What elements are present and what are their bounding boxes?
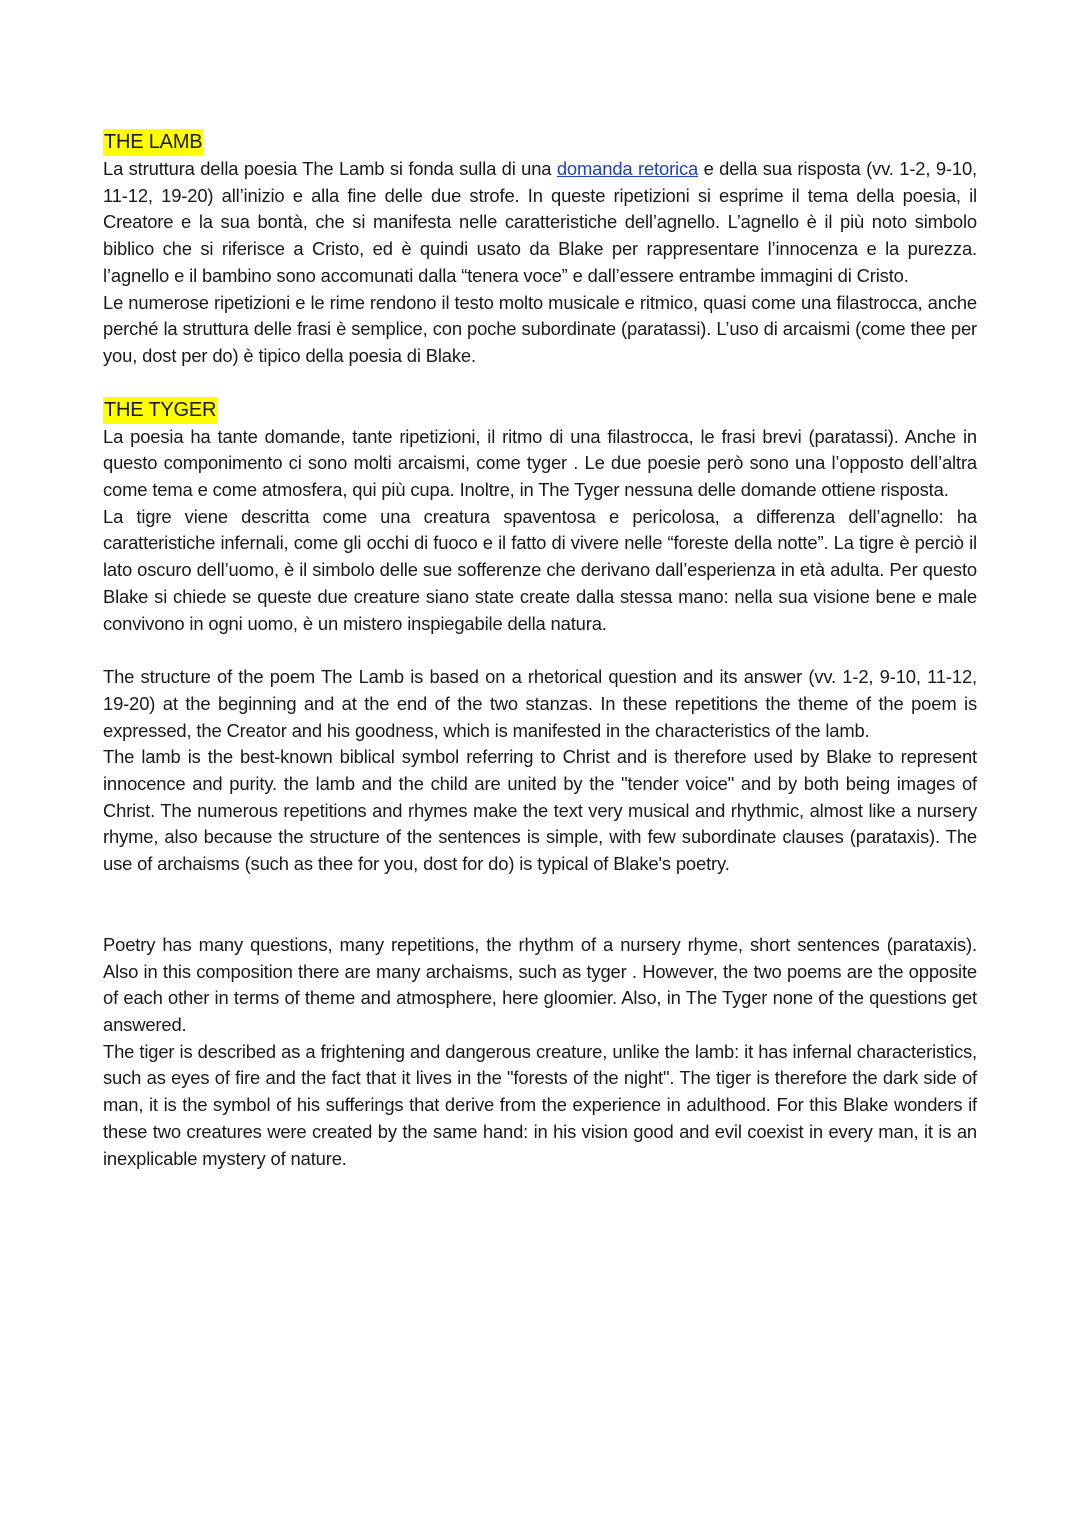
paragraph-lamb-style-it: Le numerose ripetizioni e le rime rendono il testo molto musicale e ritmico, quasi come una filastrocca, anche perché la struttura delle frasi è semplice, con poche subordinate (paratassi). L’uso di arcaismi (come thee per you, dost per do) è tipico della poesia di Blake.: [103, 291, 977, 366]
paragraph-tyger-structure-en: Poetry has many questions, many repetitions, the rhythm of a nursery rhyme, short sentences (parataxis). Also in this composition there are many archaisms, such as tyger . However, the two poems are the opposite of each other in terms of theme and atmosphere, here gloomier. Also, in The Tyger none of the questions get answered.: [103, 933, 977, 1035]
paragraph-tyger-meaning-it: La tigre viene descritta come una creatura spaventosa e pericolosa, a differenza dell’agnello: ha caratteristiche infernali, come gli occhi di fuoco e il fatto di vivere nelle “foreste della notte”. La tigre è perciò il lato oscuro dell’uomo, è il simbolo delle sue sofferenze che derivano dall’esperienza in età adulta. Per questo Blake si chiede se queste due creature siano state create dalla stessa mano: nella sua visione bene e male convivono in ogni uomo, è un mistero inspiegabile della natura.: [103, 505, 977, 634]
spacer: [103, 637, 977, 664]
section-the-tyger-italian: [103, 397, 977, 638]
paragraph-text: La struttura della poesia The Lamb si fonda sulla di una: [103, 158, 557, 179]
link-domanda-retorica[interactable]: domanda retorica: [556, 158, 699, 179]
spacer: [103, 370, 977, 397]
heading-the-tyger: THE TYGER: [103, 397, 217, 424]
paragraph-lamb-symbol-en: The lamb is the best-known biblical symbol referring to Christ and is therefore used by Blake to represent innocence and purity. the lamb and the child are united by the "tender voice" and by both being images of Christ. The numerous repetitions and rhymes make the text very musical and rhythmic, almost like a nursery rhyme, also because the structure of the sentences is simple, with few subordinate clauses (parataxis). The use of archaisms (such as thee for you, dost for do) is typical of Blake's poetry.: [103, 746, 977, 875]
paragraph-tyger-structure-it: La poesia ha tante domande, tante ripetizioni, il ritmo di una filastrocca, le frasi brevi (paratassi). Anche in questo componimento ci sono molti arcaismi, come tyger . Le due poesie però sono una l’opposto dell’altra come tema e come atmosfera, qui più cupa. Inoltre, in The Tyger nessuna delle domande ottiene risposta.: [103, 425, 977, 501]
section-the-lamb-italian: [103, 129, 977, 370]
section-the-tyger-english: [103, 932, 977, 1172]
paragraph-lamb-structure-it: [103, 156, 977, 290]
document-page: [103, 129, 977, 1172]
paragraph-tyger-meaning-en: The tiger is described as a frightening and dangerous creature, unlike the lamb: it has infernal characteristics, such as eyes of fire and the fact that it lives in the "forests of the night". The tiger is therefore the dark side of man, it is the symbol of his sufferings that derive from the experience in adulthood. For this Blake wonders if these two creatures were created by the same hand: in his vision good and evil coexist in every man, it is an inexplicable mystery of nature.: [103, 1040, 977, 1169]
heading-the-lamb: THE LAMB: [103, 129, 203, 156]
spacer: [103, 878, 977, 932]
section-the-lamb-english: [103, 664, 977, 878]
paragraph-text: e della sua risposta (vv. 1-2, 9-10, 11-12, 19-20) all’inizio e alla fine delle due strofe. In queste ripetizioni si esprime il tema della poesia, il Creatore e la sua bontà, che si manifesta nelle caratteristiche dell’agnello. L’agnello è il più noto simbolo biblico che si riferisce a Cristo, ed è quindi usato da Blake per rappresentare l’innocenza e la purezza. l’agnello e il bambino sono accomunati dalla “tenera voce” e dall’essere entrambe immagini di Cristo.: [103, 158, 977, 286]
paragraph-lamb-structure-en: The structure of the poem The Lamb is based on a rhetorical question and its answer (vv. 1-2, 9-10, 11-12, 19-20) at the beginning and at the end of the two stanzas. In these repetitions the theme of the poem is expressed, the Creator and his goodness, which is manifested in the characteristics of the lamb.: [103, 666, 977, 741]
